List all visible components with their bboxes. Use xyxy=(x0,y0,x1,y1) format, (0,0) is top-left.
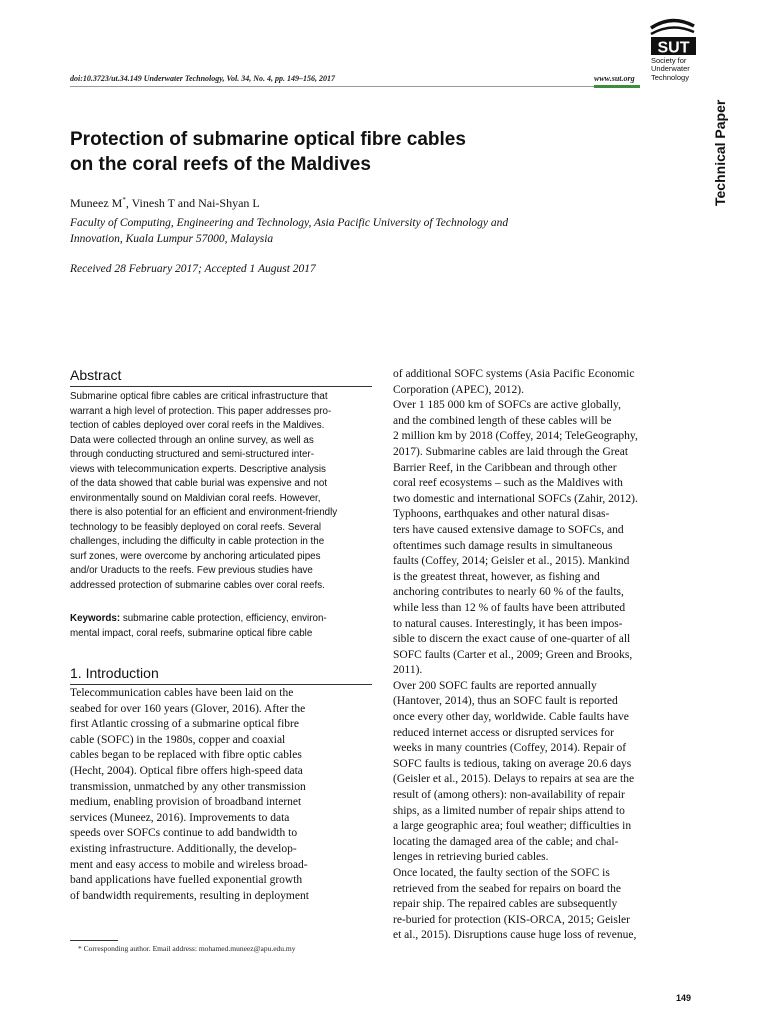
doi-citation: doi:10.3723/ut.34.149 Underwater Technology, Vol. 34, No. 4, pp. 149–156, 2017 xyxy=(70,74,335,83)
page-number: 149 xyxy=(676,993,692,1003)
keywords-label: Keywords: xyxy=(70,613,121,624)
website-link[interactable]: www.sut.org xyxy=(594,74,635,83)
abstract-heading: Abstract xyxy=(70,367,122,383)
header-rule-accent xyxy=(594,85,640,88)
introduction-heading: 1. Introduction xyxy=(70,665,159,681)
author-affiliation: Faculty of Computing, Engineering and Technology, Asia Pacific University of Technology and Innovation, Kuala Lumpur 57000, Malaysia xyxy=(70,217,509,245)
body-text-right-column: of additional SOFC systems (Asia Pacific Economic Corporation (APEC), 2012). Over 1 185 000 km of SOFCs are active globally, and the combined length of these cables will be 2 million km by 2018 (Coffey, 2014; TeleGeography, 2017). Submarine cables are laid through the Great Barrier Reef, in the Caribbean and through other coral reef ecosystems – such as the Maldives with two domestic and international SOFCs (Zahir, 2012). Typhoons, earthquakes and other natural disas- ters have caused extensive damage to SOFCs, and oftentimes such damage results in simultaneous faults (Coffey, 2014; Geisler et al., 2015). Mankind is the greatest threat, however, as fishing and anchoring contributes to nearly 60 % of the faults, while less than 12 % of faults have been attributed to natural causes. Interestingly, it has been impos- sible to discern the exact cause of one-quarter of all SOFC faults (Carter et al., 2009; Green and Brooks, 2011). Over 200 SOFC faults are reported annually (Hantover, 2014), thus an SOFC fault is reported once every other day, worldwide. Cable faults have reduced internet access or disrupted services for weeks in many countries (Coffey, 2014). Repair of SOFC faults is tedious, taking on average 20.6 days (Geisler et al., 2015). Delays to repairs at sea are the result of (among others): non-availability of repair ships, as a limited number of repair ships attend to a large geographic area; foul weather; difficulties in locating the damaged area of the cable; and chal- lenges in retrieving buried cables. Once located, the faulty section of the SOFC is retrieved from the seabed for repairs on board the repair ship. The repaired cables are subsequently re-buried for protection (KIS-ORCA, 2015; Geisler et al., 2015). Disruptions cause huge loss of revenue, xyxy=(393,368,638,942)
body-text-left-column: Telecommunication cables have been laid on the seabed for over 160 years (Glover, 2016). After the first Atlantic crossing of a submarine optical fibre cable (SOFC) in the 1980s, copper and coaxial cables began to be replaced with fibre optic cables (Hecht, 2004). Optical fibre offers high-speed data transmission, unmatched by any other transmission medium, enabling provision of broadband internet services (Muneez, 2016). Improvements to data speeds over SOFCs continue to add bandwidth to existing infrastructure. Additionally, the develop- ment and easy access to mobile and wireless broad- band applications have fuelled exponential growth of bandwidth requirements, resulting in deployment xyxy=(70,687,309,902)
corresponding-author-footnote: * Corresponding author. Email address: mohamed.muneez@apu.edu.my xyxy=(78,944,296,953)
abstract-body: Submarine optical fibre cables are critical infrastructure that warrant a high level of protection. This paper addresses pro- tection of cables deployed over coral reefs in the Maldives. Data were collected through an online survey, as well as through conducting structured and semi-structured inter- views with telecommunication experts. Descriptive analysis of the data showed that cable burial was expensive and not environmentally sound on Maldivian coral reefs. However, there is also potential for an efficient and environment-friendly technology to be feasibly deployed on coral reefs. Several challenges, including the difficulty in cable protection in the surf zones, were overcome by anchoring articulated pipes and/or Uraducts to the reefs. Few previous studies have addressed protection of submarine cables over coral reefs. xyxy=(70,391,338,591)
received-dates: Received 28 February 2017; Accepted 1 August 2017 xyxy=(70,263,316,275)
logo-society-text: Society for Underwater Technology xyxy=(651,56,690,82)
footnote-rule xyxy=(70,940,118,941)
header-rule xyxy=(70,86,640,87)
abstract-rule xyxy=(70,386,372,387)
paper-title: Protection of submarine optical fibre cables on the coral reefs of the Maldives xyxy=(70,129,466,175)
introduction-rule xyxy=(70,684,372,685)
svg-text:SUT: SUT xyxy=(657,39,690,57)
author-list: Muneez M*, Vinesh T and Nai-Shyan L xyxy=(70,196,260,210)
keywords: Keywords: submarine cable protection, efficiency, environ- mental impact, coral reefs, submarine optical fibre cable xyxy=(70,613,327,639)
article-type-label: Technical Paper xyxy=(712,99,728,206)
